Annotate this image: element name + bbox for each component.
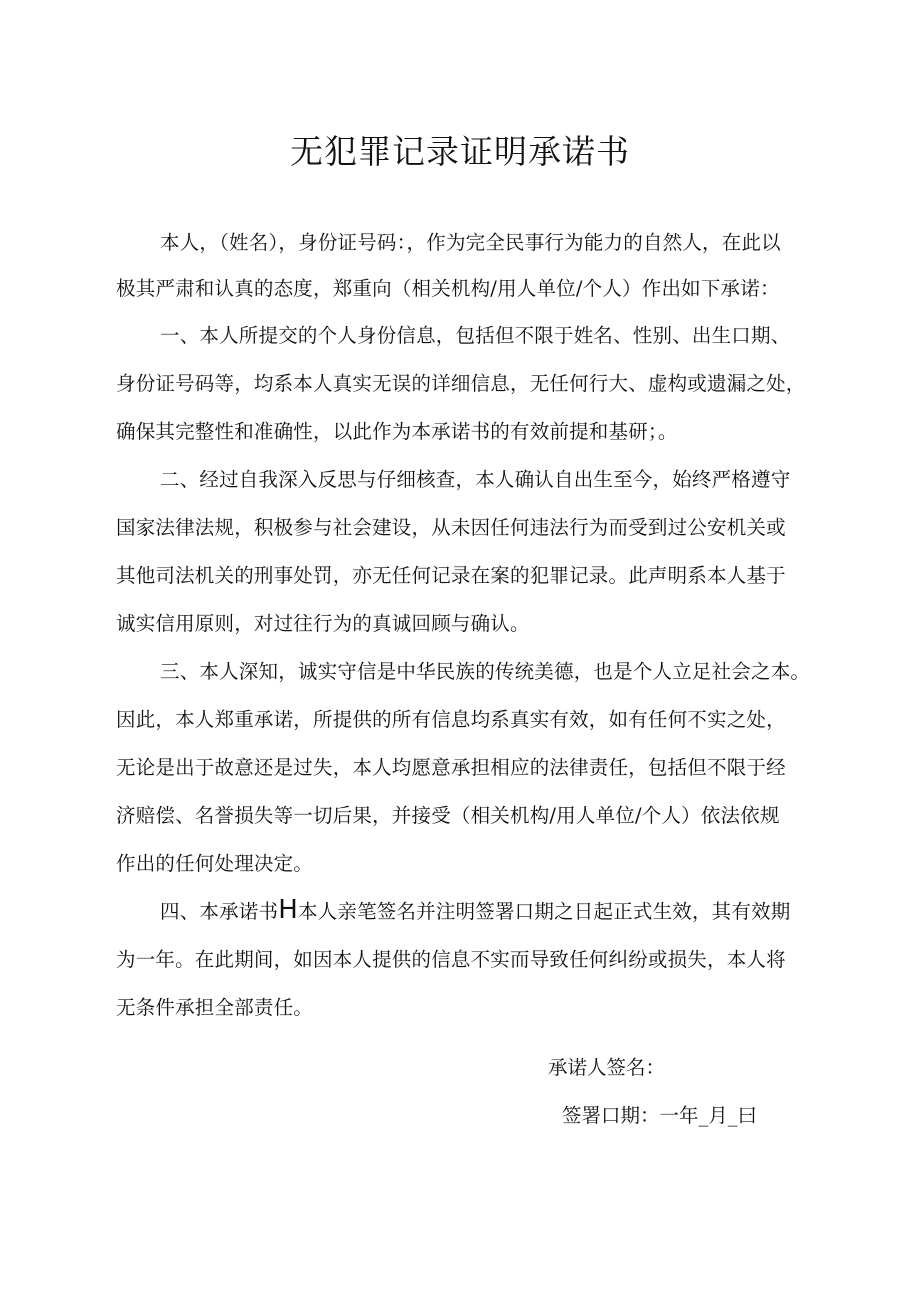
document-title: 无犯罪记录证明承诺书: [290, 132, 630, 171]
clause2-line-3: 其他司法机关的刑事处罚，亦无任何记录在案的犯罪记录。此声明系本人基于: [116, 564, 786, 587]
clause2-line-4: 诚实信用原则，对过往行为的真诚回顾与确认。: [116, 612, 530, 635]
clause2-line-1: 二、经过自我深入反思与仔细核查，本人确认自出生至今，始终严格遵守: [160, 468, 791, 491]
signer-label: 承诺人签名：: [548, 1056, 666, 1079]
clause4-line-1: [160, 895, 791, 926]
clause1-line-2: 身份证号码等，均系本人真实无误的详细信息，无任何行大、虚构或遗漏之处，: [116, 372, 806, 395]
clause3-line-1: 三、本人深知，诚实守信是中华民族的传统美德，也是个人立足社会之本。: [160, 660, 811, 683]
clause4-line-2: 为一年。在此期间，如因本人提供的信息不实而导致任何纠纷或损失，本人将: [116, 948, 786, 971]
intro-line-1: 本人，（姓名），身份证号码：，作为完全民事行为能力的自然人，在此以: [160, 231, 781, 254]
clause4-line-3: 无条件承担全部责任。: [116, 996, 314, 1019]
intro-line-2: 极其严肃和认真的态度，郑重向（相关机构/用人单位/个人）作出如下承诺：: [116, 277, 780, 300]
clause3-line-5: 作出的任何处理决定。: [116, 852, 314, 875]
clause1-line-3: 确保其完整性和准确性，以此作为本承诺书的有效前提和基研；。: [116, 420, 678, 443]
clause3-line-2: 因此，本人郑重承诺，所提供的所有信息均系真实有效，如有任何不实之处，: [116, 708, 786, 731]
sign-date-label: 签署口期：一年_月_曰: [562, 1104, 758, 1127]
clause2-line-2: 国家法律法规，积极参与社会建设，从未因任何违法行为而受到过公安机关或: [116, 516, 786, 539]
clause3-line-4: 济赔偿、名誉损失等一切后果，并接受（相关机构/用人单位/个人）依法依规: [116, 804, 780, 827]
clause4-line-1-glyph: H: [278, 895, 298, 925]
clause3-line-3: 无论是出于故意还是过失，本人均愿意承担相应的法律责任，包括但不限于经: [116, 756, 786, 779]
clause4-line-1-pre: 四、本承诺书: [160, 900, 279, 923]
clause1-line-1: 一、本人所提交的个人身份信息，包括但不限于姓名、性别、出生口期、: [160, 324, 791, 347]
clause4-line-1-post: 本人亲笔签名并注明签署口期之日起正式生效，其有效期: [297, 900, 791, 923]
